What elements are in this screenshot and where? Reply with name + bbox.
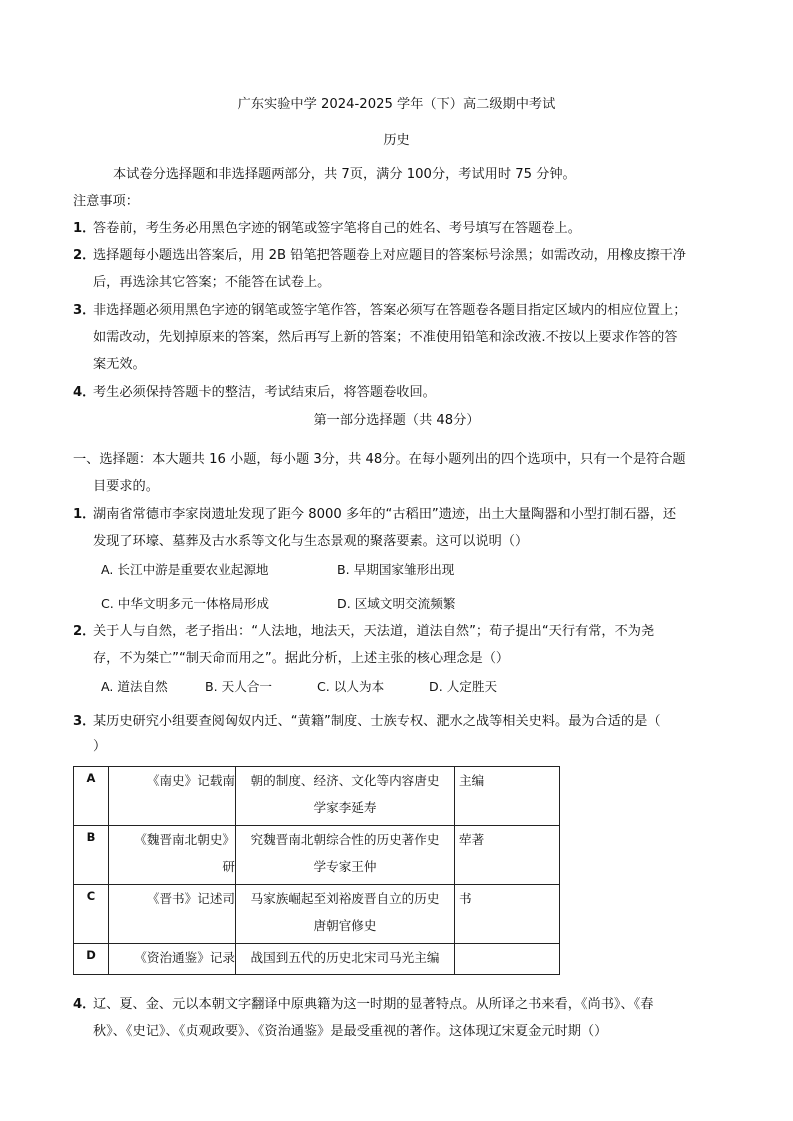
option-a[interactable]: A. 道法自然	[101, 679, 168, 694]
row-label: D	[74, 944, 109, 975]
table-cell	[236, 944, 455, 975]
table-cell	[455, 826, 560, 885]
table-cell	[455, 767, 560, 826]
cell-line: 《南史》记载南	[146, 773, 235, 788]
notice-text: 考生必须保持答题卡的整洁，考试结束后，将答题卷收回。	[93, 385, 436, 400]
row-label: C	[74, 885, 109, 944]
notice-text: 答卷前，考生务必用黑色字迹的钢笔或签字笔将自己的姓名、考号填写在答题卷上。	[93, 221, 581, 236]
exam-intro: 本试卷分选择题和非选择题两部分，共 7页，满分 100分，考试用时 75 分钟。	[113, 167, 576, 182]
notice-number: 2．	[73, 248, 96, 263]
table-cell	[455, 944, 560, 975]
cell-line: 学家李延寿	[313, 800, 377, 815]
cell-line: 唐朝官修史	[313, 918, 377, 933]
option-b[interactable]: B. 天人合一	[205, 679, 273, 694]
cell-line: 学专家王仲	[313, 859, 377, 874]
option-c[interactable]: C. 以人为本	[317, 679, 385, 694]
question-stem: 发现了环壕、墓葬及古水系等文化与生态景观的聚落要素。这可以说明（）	[93, 534, 529, 549]
option-d[interactable]: D. 人定胜天	[429, 679, 498, 694]
question-stem: 湖南省常德市李家岗遗址发现了距今 8000 多年的“古稻田”遗迹，出土大量陶器和小型打制石器，还	[93, 507, 677, 522]
cell-line: 荦著	[459, 832, 485, 847]
option-d[interactable]: D. 区域文明交流频繁	[337, 596, 456, 611]
cell-line: 《魏晋南北朝史》	[134, 832, 235, 847]
row-label: B	[74, 826, 109, 885]
question-number: 4．	[73, 997, 96, 1012]
cell-line: 究魏晋南北朝综合性的历史著作史	[250, 832, 440, 847]
question-stem: 存，不为桀亡”“制天命而用之”。据此分析，上述主张的核心理念是（）	[93, 651, 510, 666]
table-cell	[455, 885, 560, 944]
notice-text: 后，再选涂其它答案；不能答在试卷上。	[93, 275, 331, 290]
cell-line: 《晋书》记述司	[146, 891, 235, 906]
cell-line: 主编	[459, 773, 485, 788]
notice-number: 3．	[73, 303, 96, 318]
notice-number: 1．	[73, 221, 96, 236]
table-cell	[109, 826, 236, 885]
table-cell	[236, 826, 455, 885]
notice-text: 选择题每小题选出答案后，用 2B 铅笔把答题卷上对应题目的答案标号涂黑；如需改动，用橡皮擦干净	[93, 248, 686, 263]
table-row[interactable]	[74, 826, 560, 885]
cell-line: 朝的制度、经济、文化等内容唐史	[250, 773, 440, 788]
option-b[interactable]: B. 早期国家雏形出现	[337, 562, 455, 577]
row-label: A	[74, 767, 109, 826]
question-number: 1．	[73, 507, 96, 522]
table-row[interactable]	[74, 767, 560, 826]
question-stem: 秋》、《史记》、《贞观政要》、《资治通鉴》是最受重视的著作。这体现辽宋夏金元时期（）	[93, 1024, 608, 1039]
table-cell	[236, 885, 455, 944]
section-instructions: 一、选择题：本大题共 16 小题，每小题 3分，共 48分。在每小题列出的四个选项中，只有一个是符合题	[73, 452, 686, 467]
notice-text: 案无效。	[93, 357, 146, 372]
table-cell	[109, 944, 236, 975]
notice-text: 非选择题必须用黑色字迹的钢笔或签字笔作答，答案必须写在答题卷各题目指定区域内的相应位置上；	[93, 303, 687, 318]
question-stem: 关于人与自然，老子指出：“人法地，地法天，天法道，道法自然”；荀子提出“天行有常，不为尧	[93, 624, 655, 639]
part-title: 第一部分选择题（共 48分）	[313, 413, 480, 428]
option-c[interactable]: C. 中华文明多元一体格局形成	[101, 596, 269, 611]
table-row[interactable]	[74, 885, 560, 944]
exam-title: 广东实验中学 2024-2025 学年（下）高二级期中考试	[237, 97, 556, 112]
cell-line: 研	[222, 859, 235, 874]
notice-number: 4．	[73, 385, 96, 400]
question-stem: 某历史研究小组要查阅匈奴内迁、“黄籍”制度、士族专权、淝水之战等相关史料。最为合适的是（	[93, 714, 661, 729]
cell-line: 战国到五代的历史北宋司马光主编	[250, 950, 440, 965]
source-table	[73, 766, 560, 975]
cell-line: 《资治通鉴》记录	[134, 950, 235, 965]
question-stem: ）	[93, 739, 107, 754]
option-a[interactable]: A. 长江中游是重要农业起源地	[101, 562, 269, 577]
table-cell	[109, 885, 236, 944]
question-stem: 辽、夏、金、元以本朝文字翻译中原典籍为这一时期的显著特点。从所译之书来看，《尚书》、《春	[93, 997, 654, 1012]
question-number: 3．	[73, 714, 96, 729]
subject-title: 历史	[383, 133, 410, 148]
table-cell	[109, 767, 236, 826]
notice-heading: 注意事项：	[73, 194, 139, 209]
section-instructions: 目要求的。	[93, 479, 159, 494]
notice-text: 如需改动，先划掉原来的答案，然后再写上新的答案；不准使用铅笔和涂改液.不按以上要求作答的答	[93, 330, 678, 345]
table-row[interactable]	[74, 944, 560, 975]
cell-line: 书	[459, 891, 472, 906]
cell-line: 马家族崛起至刘裕废晋自立的历史	[250, 891, 440, 906]
table-cell	[236, 767, 455, 826]
question-number: 2．	[73, 624, 96, 639]
